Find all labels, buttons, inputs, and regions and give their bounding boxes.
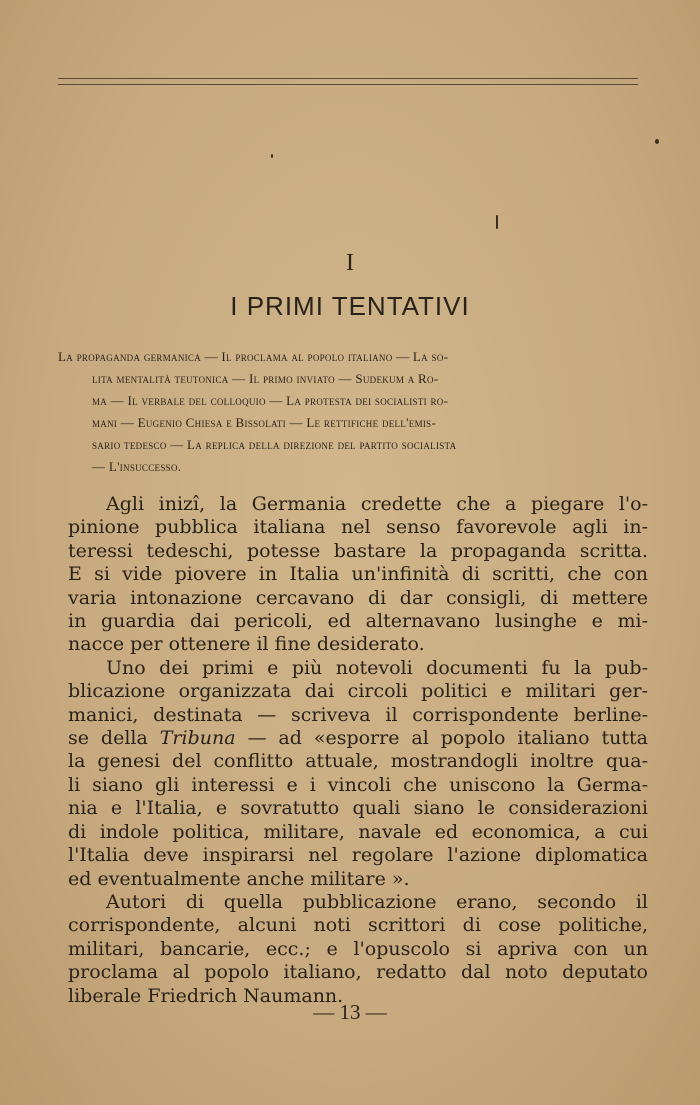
- header-rule-top: [58, 78, 638, 79]
- body-line: Agli inizî, la Germania credette che a piegare l'o-: [106, 493, 648, 515]
- page-number: — 13 —: [313, 1000, 387, 1024]
- summary-line: — L'insuccesso.: [92, 459, 182, 474]
- body-line: teressi tedeschi, potesse bastare la propaganda scritta.: [68, 539, 648, 562]
- body-line: militari, bancarie, ecc.; e l'opuscolo si apriva con un: [68, 937, 648, 960]
- chapter-number: I: [346, 250, 354, 276]
- chapter-summary: [58, 346, 642, 478]
- body-line: varia intonazione cercavano di dar consigli, di mettere: [68, 586, 648, 609]
- header-rule-bottom: [58, 84, 638, 85]
- body-line: blicazione organizzata dai circoli politici e militari ger-: [68, 680, 648, 703]
- body-line: proclama al popolo italiano, redatto dal noto deputato: [68, 961, 648, 984]
- body-line: corrispondente, alcuni noti scrittori di cose politiche,: [68, 914, 648, 937]
- body-line: Autori di quella pubblicazione erano, secondo il: [106, 890, 648, 913]
- summary-line: mani — Eugenio Chiesa e Bissolati — Le rettifiche dell'emis-: [92, 415, 437, 430]
- ink-speck: [496, 215, 498, 229]
- chapter-title: I PRIMI TENTATIVI: [230, 291, 470, 321]
- body-line: ed eventualmente anche militare ».: [68, 867, 410, 890]
- body-line: li siano gli interessi e i vincoli che uniscono la Germa-: [68, 773, 648, 796]
- body-line: di indole politica, militare, navale ed economica, a cui: [68, 820, 648, 843]
- summary-line: sario tedesco — La replica della direzione del partito socialista: [92, 437, 457, 452]
- body-line: E si vide piovere in Italia un'infinità di scritti, che con: [68, 563, 648, 586]
- summary-line: ma — Il verbale del colloquio — La protesta dei socialisti ro-: [92, 393, 449, 408]
- body-line: pinione pubblica italiana nel senso favorevole agli in-: [68, 516, 648, 539]
- body-line: l'Italia deve inspirarsi nel regolare l'azione diplomatica: [68, 844, 648, 867]
- body-line: la genesi del conflitto attuale, mostrandogli inoltre qua-: [68, 750, 648, 773]
- body-line: se della Tribuna — ad «esporre al popolo italiano tutta: [68, 727, 648, 750]
- body-line: nacce per ottenere il fine desiderato.: [68, 633, 425, 656]
- body-line: liberale Friedrich Naumann.: [68, 984, 344, 1007]
- body-line: manici, destinata — scriveva il corrispondente berline-: [68, 703, 648, 726]
- ink-speck: [655, 139, 659, 144]
- summary-line: lita mentalità teutonica — Il primo inviato — Sudekum a Ro-: [92, 371, 439, 386]
- body-line: nia e l'Italia, e sovratutto quali siano le considerazioni: [68, 797, 648, 820]
- ink-speck: [271, 154, 273, 158]
- newspaper-title: Tribuna: [159, 727, 236, 750]
- summary-line: La propaganda germanica — Il proclama al popolo italiano — La so-: [58, 349, 449, 364]
- body-line: Uno dei primi e più notevoli documenti fu la pub-: [106, 656, 648, 679]
- body-text: [68, 493, 648, 1008]
- body-line: in guardia dai pericoli, ed alternavano lusinghe e mi-: [68, 610, 648, 633]
